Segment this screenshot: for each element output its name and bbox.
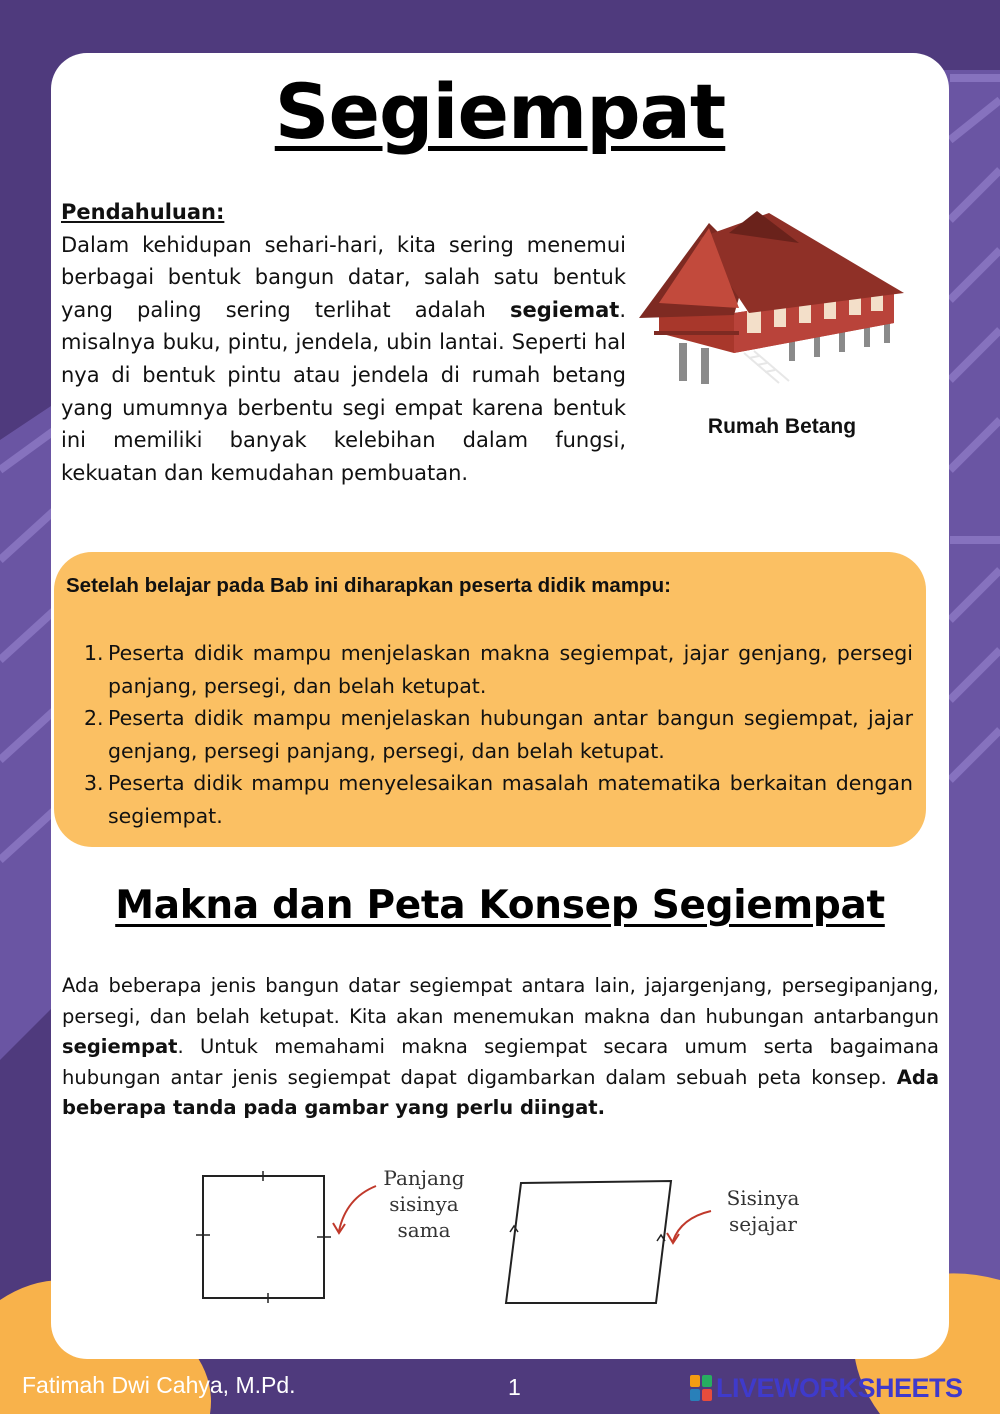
intro-text-2: . misalnya buku, pintu, jendela, ubin lantai. Seperti hal nya di bentuk pintu atau jendela di rumah betang yang umumnya berbentu segi empat karena bentuk ini memiliki banyak kelebihan dalam fungsi, kekuatan dan kemudahan pembuatan. bbox=[61, 297, 626, 485]
square-label bbox=[369, 1165, 479, 1243]
page-title: Segiempat bbox=[274, 67, 726, 156]
author-name: Fatimah Dwi Cahya, M.Pd. bbox=[22, 1372, 296, 1398]
intro-heading: Pendahuluan: bbox=[61, 200, 225, 224]
image-caption: Rumah Betang bbox=[707, 415, 857, 438]
section-bold-2: Ada beberapa tanda pada gambar yang perlu diingat. bbox=[62, 1065, 939, 1120]
page-number: 1 bbox=[508, 1374, 521, 1400]
intro-text-1: Dalam kehidupan sehari-hari, kita sering menemui berbagai bentuk bangun datar, salah satu bentuk yang paling sering terlihat adalah bbox=[61, 232, 626, 322]
figures-area bbox=[51, 1153, 949, 1323]
list-item bbox=[86, 767, 913, 832]
section-bold-1: segiempat bbox=[62, 1035, 178, 1059]
section-text-2: . Untuk memahami makna segiempat secara umum serta bagaimana hubungan antar jenis segiempat dapat digambarkan dalam sebuah peta konsep. bbox=[62, 1035, 939, 1089]
list-item-text: Peserta didik mampu menyelesaikan masalah matematika berkaitan dengan segiempat. bbox=[108, 771, 913, 828]
parallelogram-label bbox=[713, 1185, 813, 1237]
arrow-parallelogram-icon bbox=[673, 1211, 711, 1241]
goals-list bbox=[86, 637, 913, 832]
list-item-number: 1. bbox=[84, 641, 104, 665]
square-label-line: sisinya bbox=[389, 1192, 459, 1216]
list-item-number: 2. bbox=[84, 706, 104, 730]
intro-section bbox=[61, 196, 626, 489]
list-item-text: Peserta didik mampu menjelaskan hubungan antar bangun segiempat, jajar genjang, persegi panjang, persegi, dan belah ketupat. bbox=[108, 706, 913, 763]
section-title: Makna dan Peta Konsep Segiempat bbox=[115, 883, 885, 928]
liveworksheets-icon bbox=[690, 1375, 712, 1401]
section-paragraph bbox=[62, 971, 939, 1124]
parallelogram-label-line: Sisinya bbox=[726, 1186, 800, 1210]
shape-figures bbox=[51, 1153, 949, 1323]
square-shape bbox=[203, 1176, 324, 1298]
square-label-line: Panjang bbox=[383, 1166, 465, 1190]
goals-heading: Setelah belajar pada Bab ini diharapkan peserta didik mampu: bbox=[66, 574, 671, 597]
list-item-text: Peserta didik mampu menjelaskan makna segiempat, jajar genjang, persegi panjang, persegi, dan belah ketupat. bbox=[108, 641, 913, 698]
brand-text: LIVEWORKSHEETS bbox=[716, 1372, 963, 1403]
parallelogram-shape bbox=[506, 1181, 671, 1303]
learning-goals-box bbox=[54, 552, 926, 847]
rumah-betang-illustration bbox=[639, 203, 909, 388]
list-item bbox=[86, 702, 913, 767]
list-item-number: 3. bbox=[84, 771, 104, 795]
list-item bbox=[86, 637, 913, 702]
section-text-1: Ada beberapa jenis bangun datar segiempat antara lain, jajargenjang, persegipanjang, persegi, dan belah ketupat. Kita akan menemukan makna dan hubungan antarbangun bbox=[62, 974, 939, 1028]
square-label-line: sama bbox=[397, 1218, 451, 1242]
liveworksheets-logo[interactable] bbox=[690, 1372, 963, 1404]
content-card bbox=[51, 53, 949, 1359]
intro-bold: segiemat bbox=[510, 297, 620, 322]
parallelogram-label-line: sejajar bbox=[729, 1212, 797, 1236]
